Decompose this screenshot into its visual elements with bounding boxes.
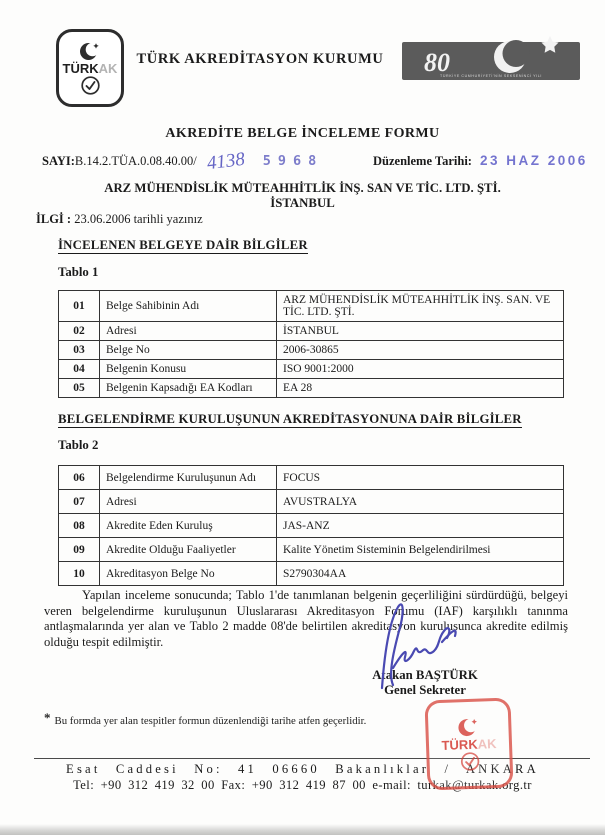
- section2-heading: BELGELENDİRME KURULUŞUNUN AKREDİTASYONUNA DAİR BİLGİLER: [58, 412, 522, 426]
- row-label-cell: Akredite Eden Kuruluş: [100, 514, 277, 538]
- row-number-cell: 09: [59, 538, 100, 562]
- anniversary-80-caption: TÜRKİYE CUMHURİYETİ'NİN SEKSENİNCİ YILI: [440, 74, 542, 78]
- table-row: [59, 360, 564, 379]
- row-number-cell: 03: [59, 341, 100, 360]
- sayi-stamped-number: 5968: [262, 153, 324, 169]
- row-value-cell: ISO 9001:2000: [277, 360, 564, 379]
- footer-address: Esat Caddesi No: 41 06660 Bakanlıklar / ANKARA: [66, 762, 539, 776]
- addressee-company: ARZ MÜHENDİSLİK MÜTEAHHİTLİK İNŞ. SAN VE TİC. LTD. ŞTİ.: [104, 181, 501, 195]
- row-value-cell: FOCUS: [277, 466, 564, 490]
- turkak-logo: [56, 29, 124, 107]
- row-label-cell: Belge No: [100, 341, 277, 360]
- row-value-cell: AVUSTRALYA: [277, 490, 564, 514]
- row-value-cell: EA 28: [277, 379, 564, 398]
- reference-label: İLGİ :: [36, 212, 72, 226]
- row-label-cell: Adresi: [100, 490, 277, 514]
- table-row: [59, 538, 564, 562]
- reference-line: [36, 212, 203, 227]
- table-row: [59, 341, 564, 360]
- row-label-cell: Akredite Olduğu Faaliyetler: [100, 538, 277, 562]
- turkak-logo-text-dark: TÜRK: [62, 60, 99, 76]
- footnote-text: Bu formda yer alan tespitler formun düzenlendiği tarihe atfen geçerlidir.: [54, 715, 367, 727]
- table-row: [59, 514, 564, 538]
- row-number-cell: 02: [59, 322, 100, 341]
- stamp-crescent-icon: [456, 716, 481, 738]
- table-row: [59, 562, 564, 586]
- reference-value: 23.06.2006 tarihli yazınız: [74, 212, 203, 226]
- date-stamp: 23 HAZ 2006: [479, 153, 588, 168]
- table-row: [59, 322, 564, 341]
- table1: [58, 290, 564, 398]
- scan-bottom-edge: [0, 824, 605, 835]
- table-row: [59, 379, 564, 398]
- sayi-number: B.14.2.TÜA.0.08.40.00/: [74, 154, 197, 168]
- stamp-text-light: AK: [477, 735, 497, 752]
- red-turkak-stamp-icon: [424, 698, 513, 791]
- table-row: [59, 466, 564, 490]
- row-number-cell: 08: [59, 514, 100, 538]
- sayi-line: [42, 148, 324, 175]
- signatory-name: Atakan BAŞTÜRK: [372, 668, 478, 682]
- row-number-cell: 10: [59, 562, 100, 586]
- row-value-cell: JAS-ANZ: [277, 514, 564, 538]
- row-label-cell: Adresi: [100, 322, 277, 341]
- row-number-cell: 01: [59, 291, 100, 322]
- table-row: [59, 490, 564, 514]
- section1-heading: İNCELENEN BELGEYE DAİR BİLGİLER: [58, 238, 308, 252]
- row-label-cell: Belgelendirme Kuruluşunun Adı: [100, 466, 277, 490]
- turkak-logo-text: [63, 62, 118, 75]
- row-value-cell: İSTANBUL: [277, 322, 564, 341]
- sayi-handwritten-number: 4138: [205, 148, 246, 175]
- stamp-checkmark-icon: [459, 750, 481, 772]
- anniversary-80-logo: [402, 34, 580, 84]
- table-row: [59, 291, 564, 322]
- stamp-text: [441, 737, 496, 752]
- addressee-block: [0, 181, 605, 211]
- signatory-title: Genel Sekreter: [384, 683, 466, 697]
- crescent-star-icon: [78, 41, 102, 62]
- row-label-cell: Belgenin Konusu: [100, 360, 277, 379]
- form-title: AKREDİTE BELGE İNCELEME FORMU: [165, 126, 440, 141]
- date-line: [373, 153, 588, 169]
- table1-label: Tablo 1: [58, 265, 99, 279]
- stamp-text-dark: TÜRK: [441, 736, 478, 753]
- turkak-logo-text-light: AK: [98, 60, 118, 76]
- row-label-cell: Akreditasyon Belge No: [100, 562, 277, 586]
- row-number-cell: 07: [59, 490, 100, 514]
- row-label-cell: Belgenin Kapsadığı EA Kodları: [100, 379, 277, 398]
- conclusion-paragraph: Yapılan inceleme sonucunda; Tablo 1'de tanımlanan belgenin geçerliliğini sürdürdüğü, belgeyi veren belgelendirme kuruluşunun Uluslararası Akreditasyon Forumu (IAF) karşılıklı tanınma antlaşmalarında yer alan ve Tablo 2 madde 08'de belirtilen akreditasyon kuruluşunca akredite edilmiş olduğu tespit edilmiştir.: [44, 588, 568, 649]
- anniversary-80-number: 80: [424, 48, 450, 77]
- row-label-cell: Belge Sahibinin Adı: [100, 291, 277, 322]
- checkmark-icon: [80, 75, 101, 96]
- row-value-cell: Kalite Yönetim Sisteminin Belgelendirilmesi: [277, 538, 564, 562]
- signature-scribble: [352, 598, 464, 692]
- row-number-cell: 04: [59, 360, 100, 379]
- footer-contact: Tel: +90 312 419 32 00 Fax: +90 312 419 87 00 e-mail: turkak@turkak.org.tr: [73, 778, 532, 792]
- footnote: [44, 710, 366, 727]
- table2: [58, 465, 564, 586]
- footnote-asterisk: *: [44, 710, 51, 725]
- table2-label: Tablo 2: [58, 438, 99, 452]
- date-label: Düzenleme Tarihi:: [373, 154, 472, 168]
- row-value-cell: ARZ MÜHENDİSLİK MÜTEAHHİTLİK İNŞ. SAN. VE TİC. LTD. ŞTİ.: [277, 291, 564, 322]
- row-value-cell: S2790304AA: [277, 562, 564, 586]
- addressee-city: İSTANBUL: [270, 196, 335, 210]
- row-value-cell: 2006-30865: [277, 341, 564, 360]
- sayi-label: SAYI:: [42, 154, 75, 168]
- org-title: TÜRK AKREDİTASYON KURUMU: [136, 51, 384, 67]
- row-number-cell: 06: [59, 466, 100, 490]
- row-number-cell: 05: [59, 379, 100, 398]
